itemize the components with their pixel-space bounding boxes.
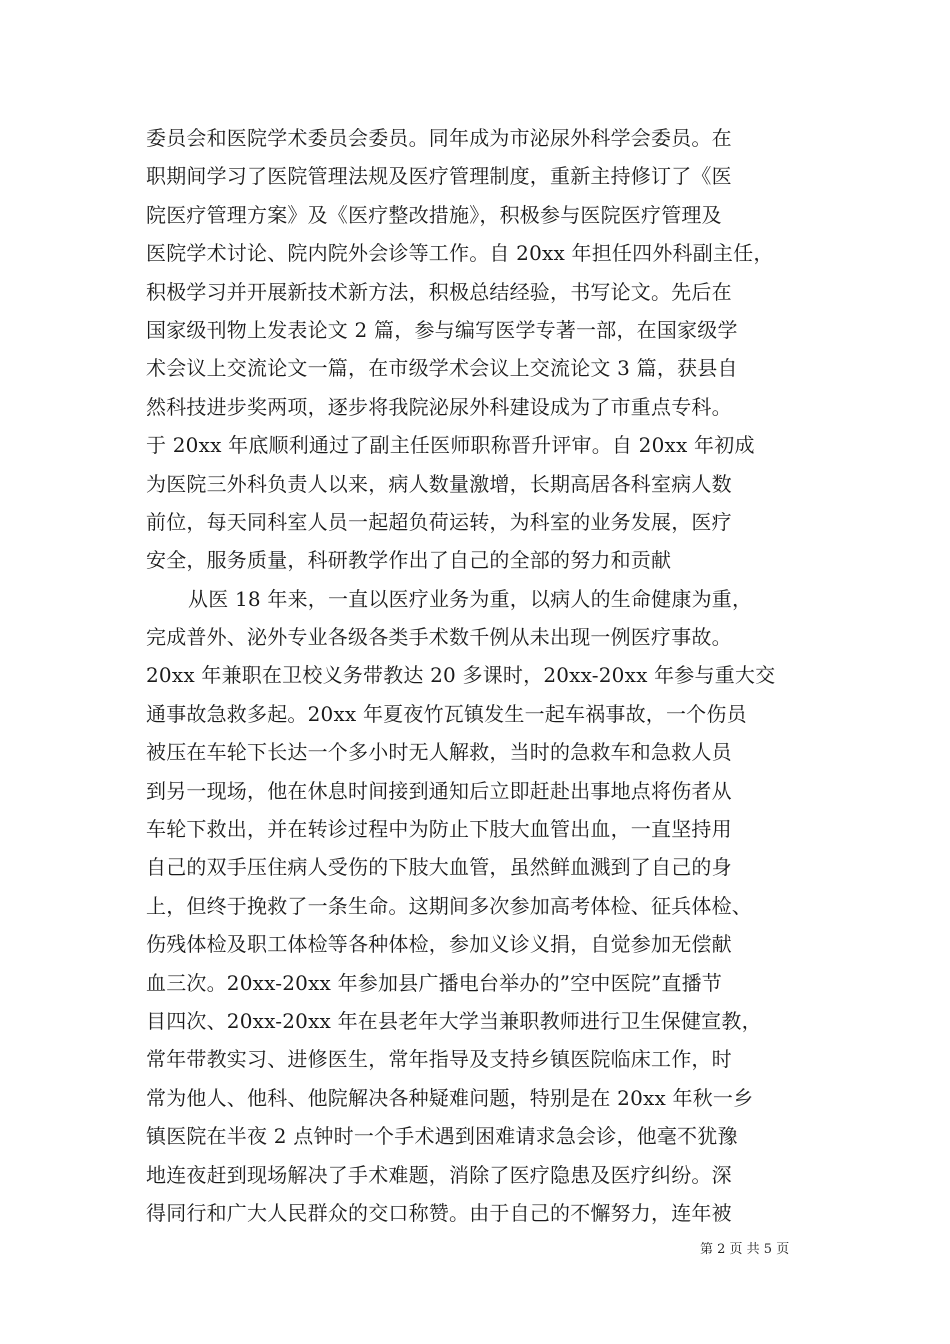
- text-line: 通事故急救多起。20xx 年夏夜竹瓦镇发生一起车祸事故，一个伤员: [146, 701, 747, 726]
- text-line: 完成普外、泌外专业各级各类手术数千例从未出现一例医疗事故。: [146, 625, 732, 650]
- body-text: [146, 119, 826, 1232]
- text-line: 从医 18 年来，一直以医疗业务为重，以病人的生命健康为重，: [188, 586, 753, 611]
- text-line: 20xx 年兼职在卫校义务带教达 20 多课时，20xx-20xx 年参与重大交: [146, 663, 776, 688]
- text-line: 职期间学习了医院管理法规及医疗管理制度，重新主持修订了《医: [146, 164, 732, 189]
- text-line: 为医院三外科负责人以来，病人数量激增，长期高居各科室病人数: [146, 471, 732, 496]
- text-line: 上，但终于挽救了一条生命。这期间多次参加高考体检、征兵体检、: [146, 893, 752, 918]
- text-line: 血三次。20xx-20xx 年参加县广播电台举办的”空中医院”直播节: [146, 970, 723, 995]
- text-line: 镇医院在半夜 2 点钟时一个手术遇到困难请求急会诊，他毫不犹豫: [146, 1124, 738, 1149]
- text-line: 国家级刊物上发表论文 2 篇，参与编写医学专著一部，在国家级学: [146, 317, 738, 342]
- text-line: 医院学术讨论、院内院外会诊等工作。自 20xx 年担任四外科副主任，: [146, 241, 774, 266]
- text-line: 目四次、20xx-20xx 年在县老年大学当兼职教师进行卫生保健宣教，: [146, 1008, 762, 1033]
- text-line: 安全，服务质量，科研教学作出了自己的全部的努力和贡献: [146, 548, 672, 573]
- text-line: 到另一现场，他在休息时间接到通知后立即赶赴出事地点将伤者从: [146, 778, 732, 803]
- text-line: 院医疗管理方案》及《医疗整改措施》，积极参与医院医疗管理及: [146, 202, 722, 227]
- text-line: 前位，每天同科室人员一起超负荷运转，为科室的业务发展，医疗: [146, 509, 732, 534]
- page-number: 第 2 页 共 5 页: [700, 1242, 790, 1257]
- text-line: 积极学习并开展新技术新方法，积极总结经验，书写论文。先后在: [146, 279, 732, 304]
- text-line: 伤残体检及职工体检等各种体检，参加义诊义捐，自觉参加无偿献: [146, 932, 732, 957]
- text-line: 地连夜赶到现场解决了手术难题，消除了医疗隐患及医疗纠纷。深: [146, 1162, 732, 1187]
- text-line: 被压在车轮下长达一个多小时无人解救，当时的急救车和急救人员: [146, 740, 732, 765]
- text-line: 然科技进步奖两项，逐步将我院泌尿外科建设成为了市重点专科。: [146, 394, 732, 419]
- text-line: 常为他人、他科、他院解决各种疑难问题，特别是在 20xx 年秋一乡: [146, 1085, 754, 1110]
- text-line: 得同行和广大人民群众的交口称赞。由于自己的不懈努力，连年被: [146, 1200, 732, 1225]
- text-line: 常年带教实习、进修医生，常年指导及支持乡镇医院临床工作，时: [146, 1047, 732, 1072]
- text-line: 车轮下救出，并在转诊过程中为防止下肢大血管出血，一直坚持用: [146, 817, 732, 842]
- text-line: 委员会和医院学术委员会委员。同年成为市泌尿外科学会委员。在: [146, 126, 732, 150]
- text-line: 自己的双手压住病人受伤的下肢大血管，虽然鲜血溅到了自己的身: [146, 855, 732, 880]
- text-line: 于 20xx 年底顺利通过了副主任医师职称晋升评审。自 20xx 年初成: [146, 433, 755, 458]
- text-line: 术会议上交流论文一篇，在市级学术会议上交流论文 3 篇，获县自: [146, 356, 738, 381]
